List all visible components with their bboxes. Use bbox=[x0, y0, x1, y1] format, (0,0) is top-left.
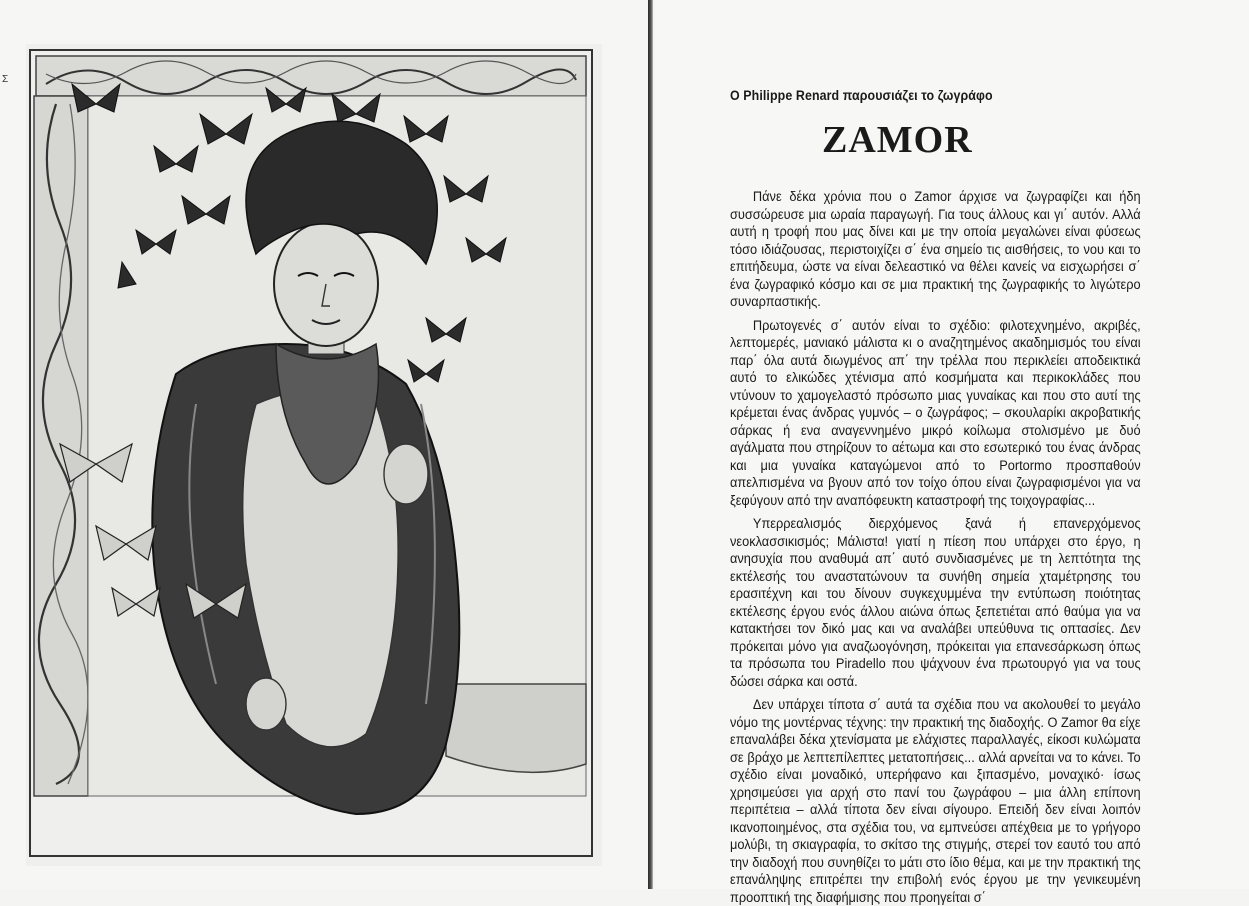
edge-mark: Σ bbox=[2, 74, 9, 85]
paragraph-2: Πρωτογενές σ΄ αυτόν είναι το σχέδιο: φιλοτεχνημένο, ακριβές, λεπτομερές, μανιακό μάλιστα κι ο αναζητημένος ακαδημισμός του είναι παρ΄ όλα αυτά διωγμένος απ΄ την τρέλλα που περικλείει αποδεικτικά αυτό το ελικώδες χτένισμα από κοσμήματα και περικοκλάδες που ντύνουν το χαμογελαστό πρόσωπο μιας γυναίκας και που στο αυτί της κρέμεται ένας άνδρας γυμνός – ο ζωγράφος; – σκουλαρίκι ακροβατικής σάρκας ή ενα αναγεννημένο μικρό κοίλωμα στολισμένο με δυό αγάλματα που στηρίζουν το αέτωμα και στο εσωτερικό του ένας άνδρας και μια γυναίκα καταγώμενοι από το Portormo προσπαθούν απελπισμένα να βγουν από τον τοίχο όπου είναι ζωγραφισμένοι για να ξεφύγουν από την αναπόφευκτη καταστροφή της τοιχογραφίας... bbox=[730, 317, 1141, 508]
page-gutter bbox=[648, 0, 653, 889]
article-title: ZAMOR bbox=[822, 119, 973, 161]
article-kicker: Ο Philippe Renard παρουσιάζει το ζωγράφο bbox=[730, 88, 993, 103]
paragraph-1: Πάνε δέκα χρόνια που ο Zamor άρχισε να ζωγραφίζει και ήδη συσσώρευσε μια ωραία παραγωγή. Για τους άλλους και γι΄ αυτόν. Αλλά αυτή η τροφή που μας δίνει και με την οποία μεγαλώνει είναι φύσεως τόσο ιδιάζουσας, περιστοιχίζει σ΄ ένα σημείο τις αισθήσεις, το νου και το επιτήδευμα, ώστε να είναι δελεαστικό να θέλει κανείς να εισχωρήσει σ΄ ένα ζωγραφικό κόσμο και σε μια πρακτική της ζωγραφικής το λιγώτερο συναρπαστικής. bbox=[730, 189, 1141, 309]
illustration-svg bbox=[26, 44, 602, 866]
paragraph-4: Δεν υπάρχει τίποτα σ΄ αυτά τα σχέδια που να ακολουθεί το μεγάλο νόμο της μοντέρνας τέχνης: την πρακτική της διαδοχής. Ο Zamor θα είχε επαναλάβει δέκα χτενίσματα με ελάχιστες παραλλαγές, είκοσι κυλώματα σε βράχο με λεπτεπίλεπτες μετατοπήσεις... αλλά αρνείται να το κάνει. Το σχέδιο είναι μοναδικό, υπερήφανο και ξιπασμένο, μοναχικό· ίσως χρησιμεύσει για αρχή στο πανί του ζωγράφου – μια άλλη επίπονη περιπέτεια – αλλά τίποτα δεν είναι σίγουρο. Επειδή δεν είναι λοιπόν ικανοποιημένος, στα σχέδια του, να εμπνεύσει απέχθεια με το γρήγορο μολύβι, τη σκιαγραφία, το σκίτσο της στιγμής, στερεί τον εαυτό του από την διαδοχή που συνηθίζει το μάτι στο ίδιο θέμα, και με την πρακτική της επανάληψης επιτρέπει την επιβολή ενός έργου με την γενικευμένη προοπτική της διαφήμισης που προηγείται σ΄ bbox=[730, 697, 1141, 905]
paragraph-3: Υπερρεαλισμός διερχόμενος ξανά ή επανερχόμενος νεοκλασσικισμός; Μάλιστα! γιατί η πίεση που υπάρχει στο έργο, η ανησυχία που αναθυμά απ΄ αυτό συνδιασμένες με τη λεπτότητα της εκτέλεσής του αναστατώνουν τα συνήθη σημεία χταμέτρησης του ερασιτέχνη και του δίνουν συγκεχυμμένα την εντύπωση ποιότητας εκτέλεσης έργου ενός άλλου αιώνα όπως ξεπετιέται από θαύμα για να κατακτήσει τον δικό μας και να αναλάβει υπεύθυνα τις οπτασίες. Δεν πρόκειται μόνο για αναζωογόνηση, πρόκειται για επανεσάρκωση όπως τα πρόσωπα του Piradello που ψάχνουν ένα πρωτουργό για να τους δώσει σάρκα και οστά. bbox=[730, 516, 1141, 689]
article-body bbox=[730, 188, 1141, 905]
art-nouveau-woman-with-butterflies-drawing bbox=[26, 44, 602, 866]
